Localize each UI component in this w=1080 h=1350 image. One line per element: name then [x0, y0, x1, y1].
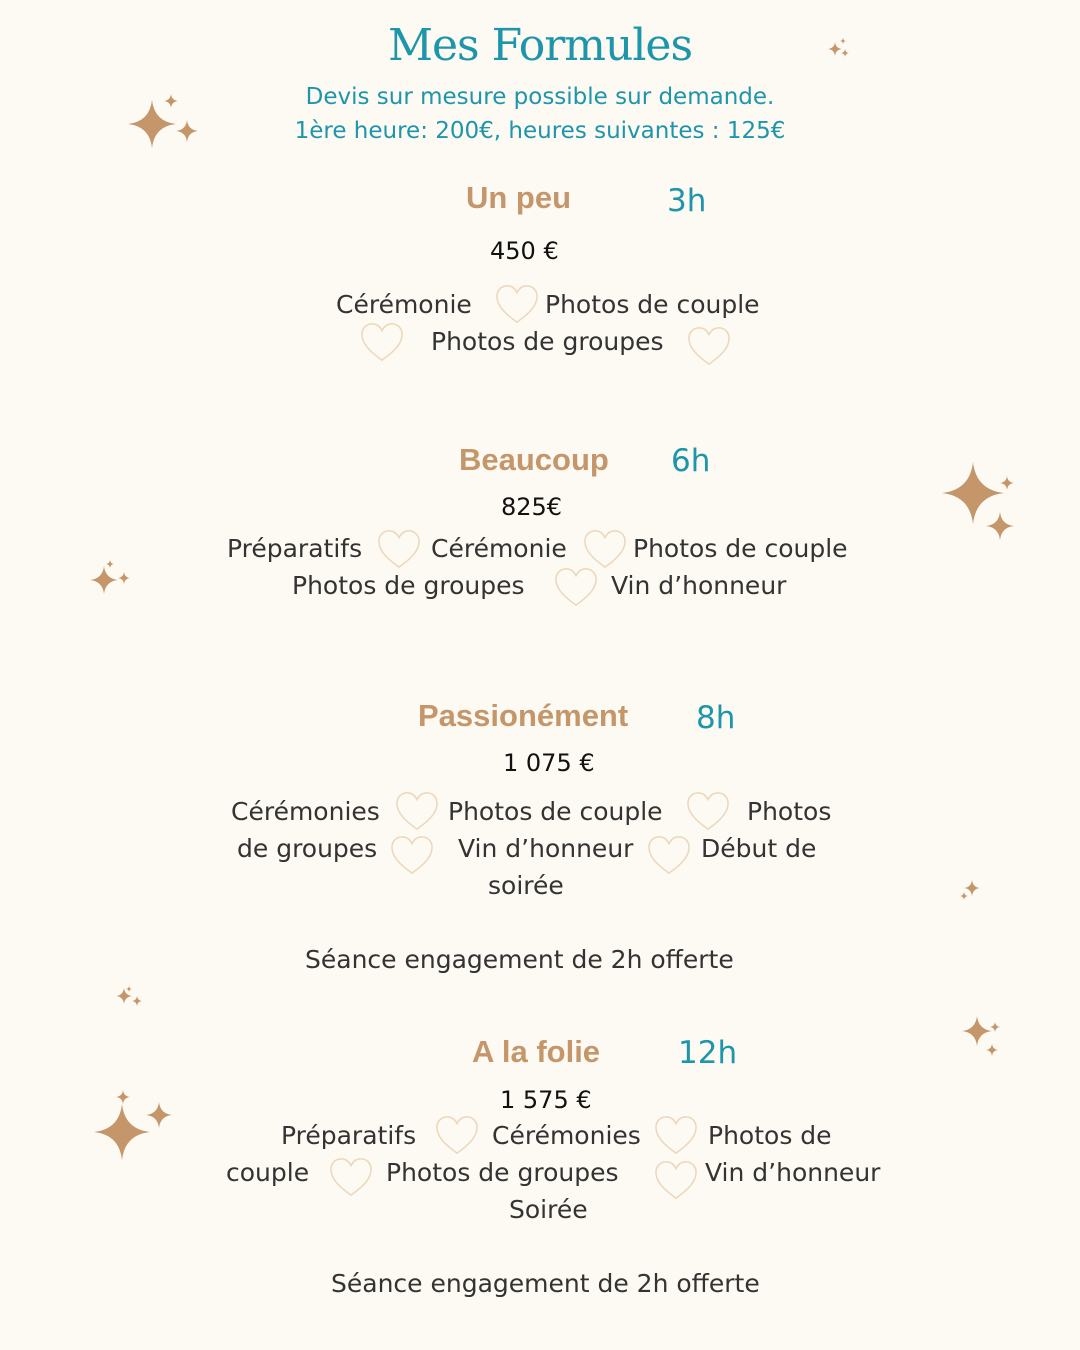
- item-ceremonie: Cérémonie: [431, 534, 567, 563]
- sparkle-icon: [960, 878, 982, 902]
- item-preparatifs: Préparatifs: [281, 1121, 417, 1150]
- formule-price: 450 €: [490, 237, 559, 265]
- item-photos-couple: Photos de couple: [633, 534, 848, 563]
- item-vin-honneur: Vin d’honneur: [705, 1158, 881, 1187]
- item-photos-groupes: Photos de groupes: [386, 1158, 619, 1187]
- heart-icon: [328, 1157, 374, 1199]
- formule-name: Passionément: [418, 698, 629, 733]
- heart-icon: [553, 567, 599, 609]
- sparkle-icon: [90, 560, 134, 596]
- formule-price: 1 575 €: [500, 1086, 592, 1114]
- heart-icon: [394, 791, 440, 833]
- heart-icon: [359, 322, 405, 364]
- heart-icon: [494, 284, 540, 326]
- formule-hours: 8h: [696, 700, 736, 736]
- item-photos-de: Photos de: [708, 1121, 832, 1150]
- formule-name: Un peu: [466, 180, 572, 215]
- subtitle-line-2: 1ère heure: 200€, heures suivantes : 125€: [294, 118, 786, 144]
- item-preparatifs: Préparatifs: [227, 534, 363, 563]
- formule-note: Séance engagement de 2h offerte: [331, 1269, 760, 1298]
- item-vin-honneur: Vin d’honneur: [611, 571, 787, 600]
- formule-price: 825€: [501, 493, 563, 521]
- item-photos-couple: Photos de couple: [545, 290, 760, 319]
- item-ceremonies: Cérémonies: [492, 1121, 641, 1150]
- item-photos: Photos: [747, 797, 832, 826]
- formule-note: Séance engagement de 2h offerte: [305, 945, 734, 974]
- heart-icon: [376, 529, 422, 571]
- item-ceremonies: Cérémonies: [231, 797, 380, 826]
- heart-icon: [646, 835, 692, 877]
- heart-icon: [582, 529, 628, 571]
- item-couple: couple: [226, 1158, 310, 1187]
- item-photos-couple: Photos de couple: [448, 797, 663, 826]
- sparkle-icon: [128, 94, 204, 154]
- sparkle-icon: [962, 1014, 1002, 1060]
- formule-hours: 12h: [678, 1035, 738, 1071]
- item-debut-de: Début de: [701, 834, 817, 863]
- formule-hours: 3h: [667, 183, 707, 219]
- item-de-groupes: de groupes: [237, 834, 378, 863]
- item-vin-honneur: Vin d’honneur: [458, 834, 634, 863]
- formule-price: 1 075 €: [503, 749, 595, 777]
- heart-icon: [686, 326, 732, 368]
- formule-name: A la folie: [472, 1034, 601, 1069]
- item-photos-groupes: Photos de groupes: [431, 327, 664, 356]
- formule-hours: 6h: [671, 443, 711, 479]
- sparkle-icon: [942, 458, 1018, 542]
- heart-icon: [653, 1115, 699, 1157]
- item-ceremonie: Cérémonie: [336, 290, 472, 319]
- sparkle-icon: [828, 38, 850, 60]
- heart-icon: [653, 1160, 699, 1202]
- sparkle-icon: [116, 986, 144, 1010]
- heart-icon: [685, 791, 731, 833]
- item-photos-groupes: Photos de groupes: [292, 571, 525, 600]
- item-soiree: Soirée: [509, 1195, 588, 1224]
- item-soiree: soirée: [488, 871, 564, 900]
- heart-icon: [434, 1115, 480, 1157]
- sparkle-icon: [94, 1090, 178, 1162]
- heart-icon: [389, 835, 435, 877]
- page-title: Mes Formules: [387, 20, 693, 71]
- formule-name: Beaucoup: [459, 442, 609, 477]
- subtitle-line-1: Devis sur mesure possible sur demande.: [305, 84, 775, 110]
